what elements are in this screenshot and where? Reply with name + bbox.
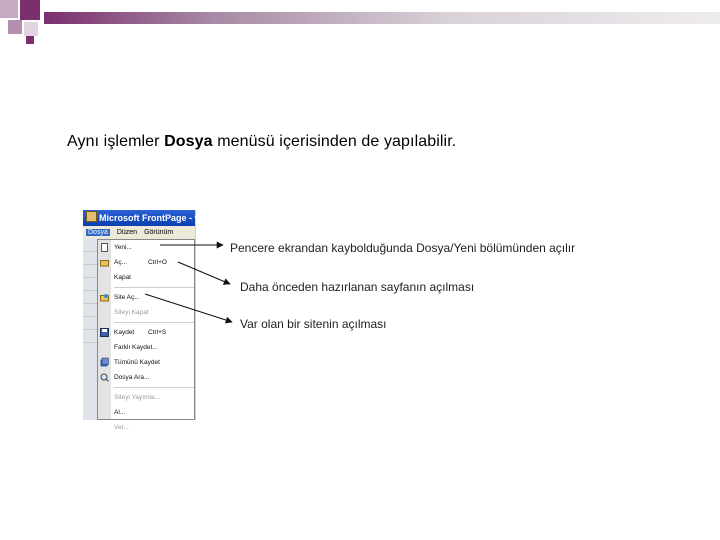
- menu-item-export[interactable]: Ver...: [114, 424, 129, 431]
- menu-item-open-site[interactable]: Site Aç...: [98, 290, 194, 305]
- arrow-open: [178, 262, 230, 284]
- callout-new: Pencere ekrandan kaybolduğunda Dosya/Yeni bölümünden açılır: [230, 241, 576, 255]
- menu-item-close[interactable]: Kapat: [114, 274, 131, 281]
- menu-item-search-file[interactable]: Dosya Ara...: [98, 370, 194, 385]
- menu-item-save-all[interactable]: Tümünü Kaydet: [98, 355, 194, 370]
- callout-open: Daha önceden hazırlanan sayfanın açılması: [240, 280, 475, 294]
- menu-item-close-site[interactable]: Siteyi Kapat: [114, 309, 149, 316]
- arrow-open-site: [145, 294, 232, 322]
- menu-gorunum[interactable]: Görünüm: [144, 229, 174, 236]
- menu-dosya[interactable]: Dosya: [88, 229, 108, 236]
- menu-item-publish-site[interactable]: Siteyi Yayımla...: [114, 394, 160, 401]
- headline-prefix: Aynı işlemler: [67, 133, 165, 150]
- callout-open-site: Var olan bir sitenin açılması: [240, 317, 387, 331]
- headline-suffix: menüsü içerisinden de yapılabilir.: [212, 133, 457, 150]
- menu-item-new[interactable]: Yeni...: [98, 240, 194, 255]
- menu-item-save[interactable]: Kaydet Ctrl+S: [98, 325, 194, 340]
- app-title: Microsoft FrontPage - ye: [99, 213, 205, 223]
- menu-duzen[interactable]: Düzen: [116, 229, 138, 236]
- menu-item-open[interactable]: Aç... Ctrl+O: [98, 255, 194, 270]
- menu-item-import[interactable]: Al...: [114, 409, 126, 416]
- menu-item-save-as[interactable]: Farklı Kaydet...: [114, 344, 158, 351]
- headline-bold: Dosya: [164, 133, 213, 150]
